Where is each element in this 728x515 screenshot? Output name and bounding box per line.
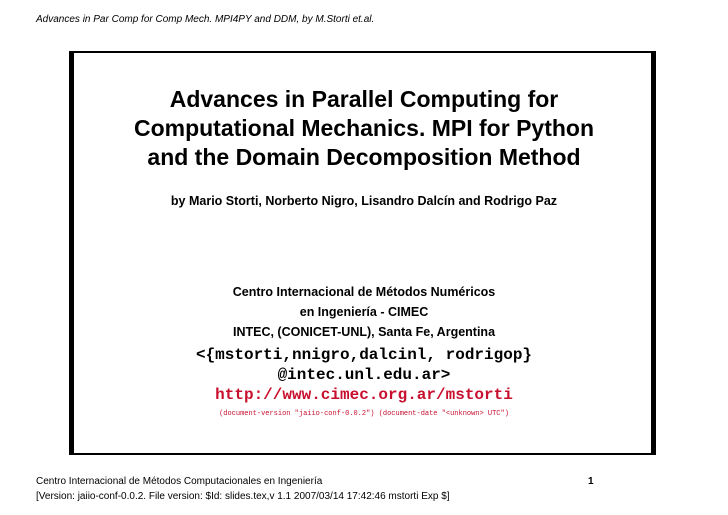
affiliation-line-2: en Ingeniería - CIMEC xyxy=(299,305,429,319)
email-line-1: <{mstorti,nnigro,dalcinl, rodrigop} xyxy=(195,346,533,364)
footer-institution: Centro Internacional de Métodos Computacionales en Ingeniería xyxy=(36,476,323,487)
contact-block xyxy=(72,345,656,405)
title-line-2: Computational Mechanics. MPI for Python xyxy=(133,115,595,141)
email-line-2: @intec.unl.edu.ar> xyxy=(277,366,451,384)
slide-title xyxy=(72,85,656,172)
homepage-link[interactable]: http://www.cimec.org.ar/mstorti xyxy=(215,386,513,404)
document-version: (document-version "jaiio-conf-0.0.2") (document-date "<unknown> UTC") xyxy=(219,410,509,418)
affiliation-line-3: INTEC, (CONICET-UNL), Santa Fe, Argentina xyxy=(232,325,496,339)
title-line-3: and the Domain Decomposition Method xyxy=(147,144,581,170)
running-header: Advances in Par Comp for Comp Mech. MPI4PY and DDM, by M.Storti et.al. xyxy=(36,14,375,25)
authors: by Mario Storti, Norberto Nigro, Lisandro Dalcín and Rodrigo Paz xyxy=(170,194,558,208)
affiliation xyxy=(72,282,656,342)
page-number: 1 xyxy=(588,476,594,487)
title-line-1: Advances in Parallel Computing for xyxy=(169,86,559,112)
footer-version-info: [Version: jaiio-conf-0.0.2. File version: $Id: slides.tex,v 1.1 2007/03/14 17:42:46 mstorti Exp $] xyxy=(36,491,450,502)
affiliation-line-1: Centro Internacional de Métodos Numéricos xyxy=(232,285,496,299)
